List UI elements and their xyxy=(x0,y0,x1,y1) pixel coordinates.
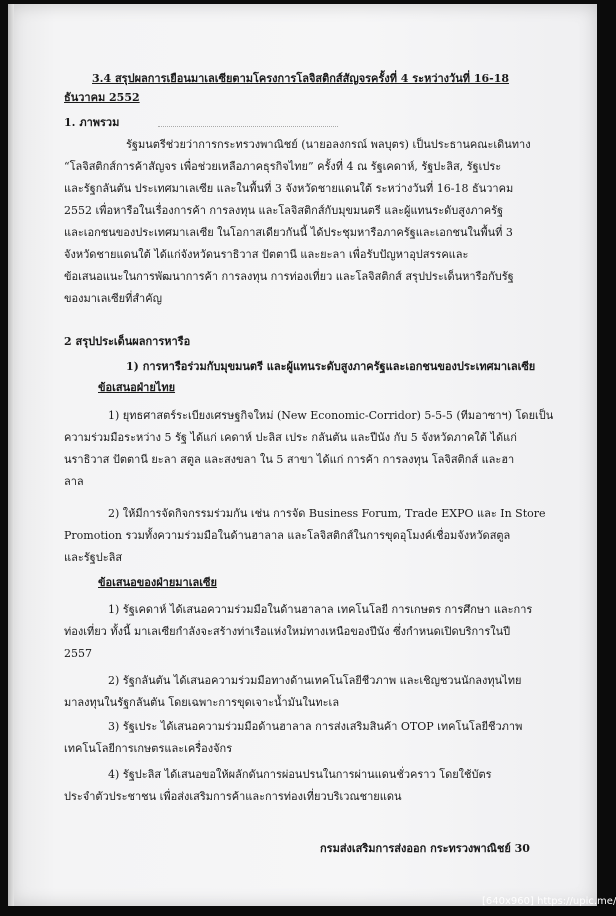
section1-line: และรัฐกลันตัน ประเทศมาเลเซีย และในพื้นที่ 3 จังหวัดชายแดนใต้ ระหว่างวันที่ 16-18 ธันวาคม xyxy=(64,182,514,195)
section1-line: ของมาเลเซียที่สำคัญ xyxy=(64,292,162,305)
paragraph-line: 2) รัฐกลันตัน ได้เสนอความร่วมมือทางด้านเทคโนโลยีชีวภาพ และเชิญชวนนักลงทุนไทย xyxy=(108,674,522,687)
paragraph-line: Promotion รวมทั้งความร่วมมือในด้านฮาลาล และโลจิสติกส์ในการขุดอุโมงค์เชื่อมจังหวัดสตูล xyxy=(64,529,511,542)
dotted-rule xyxy=(158,126,338,127)
document-page xyxy=(8,4,597,906)
paragraph-line: 3) รัฐเประ ได้เสนอความร่วมมือด้านฮาลาล การส่งเสริมสินค้า OTOP เทคโนโลยีชีวภาพ xyxy=(108,720,523,733)
page-footer: กรมส่งเสริมการส่งออก กระทรวงพาณิชย์ 30 xyxy=(320,842,530,855)
paragraph-line: 1) รัฐเคดาห์ ได้เสนอความร่วมมือในด้านฮาลาล เทคโนโลยี การเกษตร การศึกษา และการ xyxy=(108,603,533,616)
section1-line: ข้อเสนอแนะในการพัฒนาการค้า การลงทุน การท่องเที่ยว และโลจิสติกส์ สรุปประเด็นหารือกับรัฐ xyxy=(64,270,514,283)
paragraph-line: ประจำตัวประชาชน เพื่อส่งเสริมการค้าและการท่องเที่ยวบริเวณชายแดน xyxy=(64,790,402,803)
paragraph-line: 2) ให้มีการจัดกิจกรรมร่วมกัน เช่น การจัด Business Forum, Trade EXPO และ In Store xyxy=(108,507,546,520)
section1-line: “โลจิสติกส์การค้าสัญจร เพื่อช่วยเหลือภาคธุรกิจไทย” ครั้งที่ 4 ณ รัฐเคดาห์, รัฐปะลิส, รัฐเประ xyxy=(64,160,502,173)
paragraph-line: 1) ยุทธศาสตร์ระเบียงเศรษฐกิจใหม่ (New Economic-Corridor) 5-5-5 (ทีมอาซาฯ) โดยเป็น xyxy=(108,409,554,422)
thai-proposals-heading: ข้อเสนอฝ่ายไทย xyxy=(98,381,176,394)
section1-line: จังหวัดชายแดนใต้ ได้แก่จังหวัดนราธิวาส ปัตตานี และยะลา เพื่อรับปัญหาอุปสรรคและ xyxy=(64,248,469,261)
paragraph-line: 4) รัฐปะลิส ได้เสนอขอให้ผลักดันการผ่อนปรนในการผ่านแดนชั่วคราว โดยใช้บัตร xyxy=(108,768,492,781)
paragraph-line: ท่องเที่ยว ทั้งนี้ มาเลเซียกำลังจะสร้างท่าเรือแห่งใหม่ทางเหนือของปีนัง ซึ่งกำหนดเปิดบริการในปี xyxy=(64,625,511,638)
heading-line-2: ธันวาคม 2552 xyxy=(64,91,140,104)
section1-title: 1. ภาพรวม xyxy=(64,116,120,129)
image-watermark: [640x960] https://upic.me/ xyxy=(482,896,616,907)
heading-line-1: 3.4 สรุปผลการเยือนมาเลเซียตามโครงการโลจิสติกส์สัญจรครั้งที่ 4 ระหว่างวันที่ 16-18 xyxy=(92,72,510,85)
section1-line: 2552 เพื่อหารือในเรื่องการค้า การลงทุน และโลจิสติกส์กับมุขมนตรี และผู้แทนระดับสูงภาครัฐ xyxy=(64,204,504,217)
paragraph-line: นราธิวาส ปัตตานี ยะลา สตูล และสงขลา ใน 5 สาขา ได้แก่ การค้า การลงทุน โลจิสติกส์ และฮา xyxy=(64,453,515,466)
paragraph-line: เทคโนโลยีการเกษตรและเครื่องจักร xyxy=(64,742,233,755)
paragraph-line: ความร่วมมือระหว่าง 5 รัฐ ได้แก่ เคดาห์ ปะลิส เประ กลันตัน และปีนัง กับ 5 จังหวัดภาคใต้ ได้แก่ xyxy=(64,431,517,444)
section2-title: 2 สรุปประเด็นผลการหารือ xyxy=(64,335,191,348)
malaysia-proposals-heading: ข้อเสนอของฝ่ายมาเลเซีย xyxy=(98,576,217,589)
paragraph-line: และรัฐปะลิส xyxy=(64,551,123,564)
paragraph-line: ลาล xyxy=(64,475,84,488)
section1-line: และเอกชนของประเทศมาเลเซีย ในโอกาสเดียวกันนี้ ได้ประชุมหารือภาครัฐและเอกชนในพื้นที่ 3 xyxy=(64,226,513,239)
paragraph-line: 2557 xyxy=(64,647,92,660)
paragraph-line: มาลงทุนในรัฐกลันตัน โดยเฉพาะการขุดเจาะน้ำมันในทะเล xyxy=(64,696,340,709)
section2-subheading: 1) การหารือร่วมกับมุขมนตรี และผู้แทนระดับสูงภาครัฐและเอกชนของประเทศมาเลเซีย xyxy=(126,360,536,373)
section1-line: รัฐมนตรีช่วยว่าการกระทรวงพาณิชย์ (นายอลงกรณ์ พลบุตร) เป็นประธานคณะเดินทาง xyxy=(126,138,531,151)
